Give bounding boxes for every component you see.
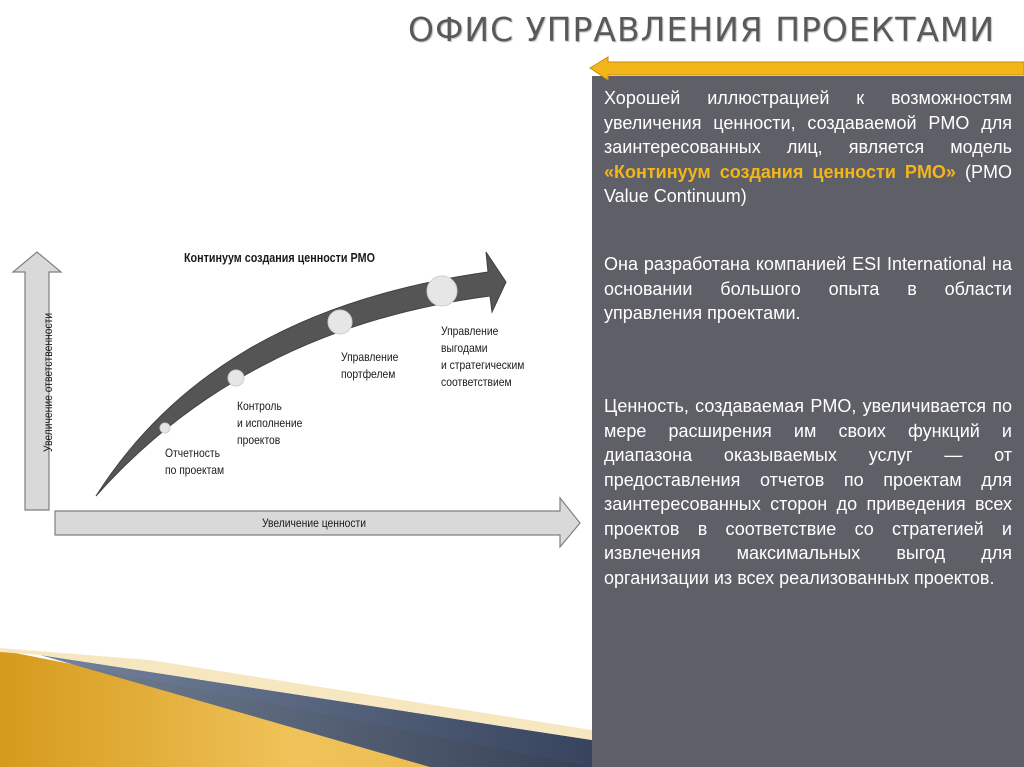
model-name-highlight: «Континуум создания ценности PMO» — [604, 161, 956, 182]
stage-label-4 — [441, 323, 524, 391]
stage-4-line-3: и стратегическим — [441, 358, 525, 372]
diagram-title: Континуум создания ценности PMO — [184, 251, 375, 265]
stage-label-3 — [341, 349, 398, 383]
stage-marker-1 — [160, 423, 170, 433]
stage-marker-2 — [228, 370, 244, 386]
stage-2-line-3: проектов — [237, 433, 281, 447]
stage-4-line-2: выгодами — [441, 341, 488, 355]
stage-4-line-4: соответствием — [441, 375, 512, 389]
stage-1-line-2: по проектам — [165, 463, 225, 477]
stage-3-line-2: портфелем — [341, 367, 396, 381]
stage-3-line-1: Управление — [341, 350, 399, 364]
origin-paragraph: Она разработана компанией ESI International на основании большого опыта в области управления проектами. — [604, 254, 1012, 323]
value-paragraph: Ценность, создаваемая PMO, увеличивается по мере расширения им своих функций и диапазона оказываемых услуг — от предоставления отчетов по проектам для заинтересованных сторон до приведения всех проектов в соответствие со стратегией и извлечения максимальных выгод для организации из всех реализованных проектов. — [604, 396, 1012, 588]
stage-2-line-1: Контроль — [237, 399, 282, 413]
intro-text: Хорошей иллюстрацией к возможностям увеличения ценности, создаваемой PMO для заинтересованных лиц, является модель — [604, 88, 1012, 157]
intro-paragraph — [604, 86, 1012, 209]
horizontal-axis-label: Увеличение ценности — [262, 516, 367, 530]
page-title: ОФИС УПРАВЛЕНИЯ ПРОЕКТАМИ — [408, 10, 996, 49]
stage-label-1 — [165, 445, 224, 479]
stage-2-line-2: и исполнение — [237, 416, 303, 430]
stage-marker-3 — [328, 310, 352, 334]
vertical-axis-label: Увеличение ответственности — [41, 312, 55, 452]
stage-1-line-1: Отчетность — [165, 446, 220, 460]
stage-4-line-1: Управление — [441, 324, 499, 338]
stage-label-2 — [237, 398, 302, 449]
stage-marker-4 — [427, 276, 457, 306]
model-english-name: (PMO Value Continuum) — [604, 161, 1012, 206]
